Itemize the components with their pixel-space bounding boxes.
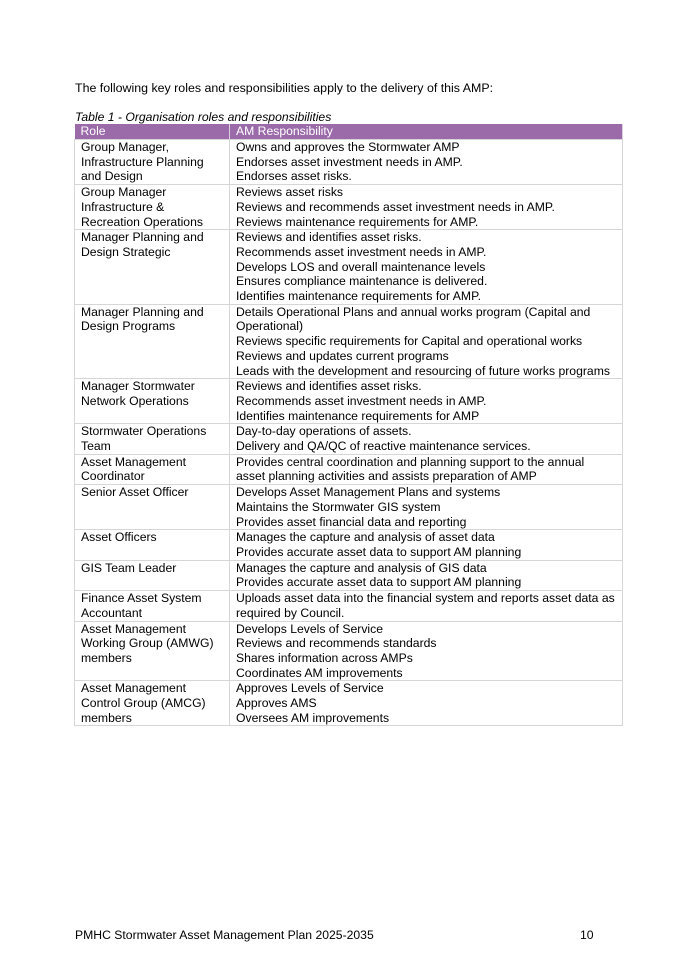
table-row bbox=[75, 230, 623, 305]
table-row bbox=[75, 454, 623, 484]
table-row bbox=[75, 681, 623, 726]
responsibility-line: Manages the capture and analysis of asset data bbox=[236, 530, 495, 545]
table-row bbox=[75, 185, 623, 230]
responsibility-line: Details Operational Plans and annual works program (Capital and Operational) bbox=[236, 304, 591, 334]
responsibility-line: Uploads asset data into the financial system and reports asset data as required by Council. bbox=[236, 591, 615, 620]
table-row bbox=[75, 560, 623, 590]
responsibility-cell bbox=[230, 681, 623, 726]
role-cell: Manager Planning and Design Programs bbox=[75, 304, 230, 379]
role-cell: Senior Asset Officer bbox=[75, 485, 230, 530]
table-row bbox=[75, 140, 623, 185]
responsibility-line: Delivery and QA/QC of reactive maintenance services. bbox=[236, 439, 531, 454]
responsibility-cell bbox=[230, 454, 623, 484]
responsibility-line: Manages the capture and analysis of GIS data bbox=[236, 560, 487, 575]
responsibility-line: Owns and approves the Stormwater AMP bbox=[236, 140, 460, 154]
table-row bbox=[75, 424, 623, 454]
responsibility-line: Maintains the Stormwater GIS system bbox=[236, 499, 441, 514]
responsibility-cell bbox=[230, 230, 623, 305]
role-cell: Stormwater Operations Team bbox=[75, 424, 230, 454]
role-cell: Group Manager, Infrastructure Planning and Design bbox=[75, 140, 230, 185]
responsibility-line: Develops Asset Management Plans and systems bbox=[236, 485, 501, 500]
responsibility-line: Reviews specific requirements for Capital and operational works bbox=[236, 334, 583, 349]
responsibility-cell bbox=[230, 560, 623, 590]
responsibility-line: Reviews and recommends standards bbox=[236, 636, 437, 651]
table-caption: Table 1 - Organisation roles and responsibilities bbox=[75, 110, 332, 124]
roles-table bbox=[74, 124, 623, 726]
responsibility-cell bbox=[230, 621, 623, 681]
responsibility-line: Approves Levels of Service bbox=[236, 681, 384, 696]
responsibility-line: Reviews and recommends asset investment needs in AMP. bbox=[236, 199, 555, 214]
table-header-row bbox=[75, 124, 623, 140]
role-cell: Finance Asset System Accountant bbox=[75, 591, 230, 621]
responsibility-cell bbox=[230, 530, 623, 560]
role-cell: Asset Management Control Group (AMCG) members bbox=[75, 681, 230, 726]
role-cell: GIS Team Leader bbox=[75, 560, 230, 590]
responsibility-line: Approves AMS bbox=[236, 696, 317, 711]
role-cell: Asset Management Coordinator bbox=[75, 454, 230, 484]
responsibility-line: Reviews asset risks bbox=[236, 185, 344, 200]
role-cell: Manager Planning and Design Strategic bbox=[75, 230, 230, 305]
responsibility-line: Reviews and identifies asset risks. bbox=[236, 379, 422, 394]
responsibility-line: Identifies maintenance requirements for AMP. bbox=[236, 289, 482, 304]
role-cell: Manager Stormwater Network Operations bbox=[75, 379, 230, 424]
responsibility-line: Recommends asset investment needs in AMP. bbox=[236, 244, 487, 259]
role-cell: Asset Management Working Group (AMWG) members bbox=[75, 621, 230, 681]
responsibility-line: Endorses asset investment needs in AMP. bbox=[236, 154, 463, 169]
responsibility-line: Provides asset financial data and reporting bbox=[236, 514, 467, 529]
responsibility-line: Reviews and updates current programs bbox=[236, 348, 449, 363]
responsibility-cell bbox=[230, 424, 623, 454]
table-row bbox=[75, 485, 623, 530]
table-row bbox=[75, 304, 623, 379]
responsibility-cell bbox=[230, 485, 623, 530]
responsibility-cell bbox=[230, 185, 623, 230]
responsibility-cell bbox=[230, 379, 623, 424]
responsibility-line: Develops Levels of Service bbox=[236, 621, 383, 636]
page-number: 10 bbox=[580, 928, 594, 942]
responsibility-line: Oversees AM improvements bbox=[236, 710, 390, 725]
responsibility-line: Develops LOS and overall maintenance levels bbox=[236, 259, 486, 274]
table-row bbox=[75, 621, 623, 681]
responsibility-line: Leads with the development and resourcing of future works programs bbox=[236, 363, 610, 378]
responsibility-line: Endorses asset risks. bbox=[236, 169, 352, 184]
responsibility-line: Reviews maintenance requirements for AMP. bbox=[236, 214, 479, 229]
responsibility-cell bbox=[230, 591, 623, 621]
responsibility-line: Reviews and identifies asset risks. bbox=[236, 230, 422, 245]
header-am-responsibility: AM Responsibility bbox=[230, 124, 623, 140]
table-row bbox=[75, 530, 623, 560]
table-row bbox=[75, 591, 623, 621]
responsibility-line: Identifies maintenance requirements for AMP bbox=[236, 408, 480, 423]
role-cell: Group Manager Infrastructure & Recreation Operations bbox=[75, 185, 230, 230]
responsibility-line: Recommends asset investment needs in AMP. bbox=[236, 393, 487, 408]
responsibility-line: Provides central coordination and planning support to the annual asset planning activities and assists preparation of AMP bbox=[236, 454, 585, 484]
responsibility-cell bbox=[230, 140, 623, 185]
responsibility-line: Shares information across AMPs bbox=[236, 650, 413, 665]
responsibility-cell bbox=[230, 304, 623, 379]
table-row bbox=[75, 379, 623, 424]
header-role: Role bbox=[75, 124, 230, 140]
role-cell: Asset Officers bbox=[75, 530, 230, 560]
responsibility-line: Day-to-day operations of assets. bbox=[236, 424, 412, 439]
footer-title: PMHC Stormwater Asset Management Plan 2025-2035 bbox=[75, 928, 374, 942]
responsibility-line: Coordinates AM improvements bbox=[236, 665, 403, 680]
responsibility-line: Provides accurate asset data to support AM planning bbox=[236, 544, 522, 559]
intro-paragraph: The following key roles and responsibilities apply to the delivery of this AMP: bbox=[75, 81, 494, 95]
responsibility-line: Provides accurate asset data to support AM planning bbox=[236, 575, 522, 590]
responsibility-line: Ensures compliance maintenance is delivered. bbox=[236, 274, 488, 289]
